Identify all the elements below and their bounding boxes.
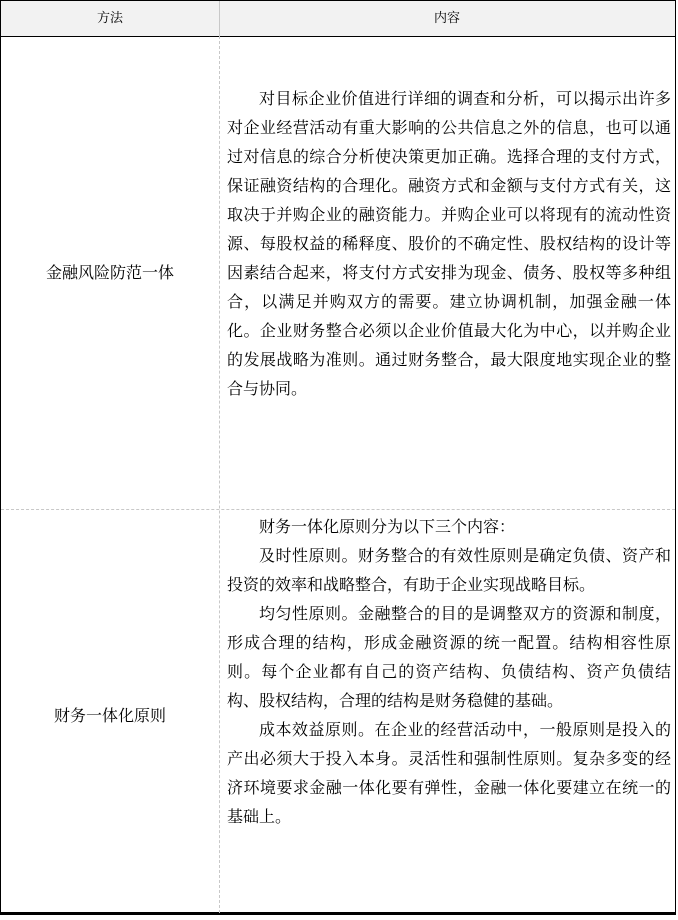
method-cell-risk-prevention: 金融风险防范一体 bbox=[45, 263, 174, 282]
content-cell-risk-prevention bbox=[227, 84, 671, 403]
content-paragraph: 对目标企业价值进行详细的调查和分析，可以揭示出许多对企业经营活动有重大影响的公共信息之外的信息，也可以通过对信息的综合分析使决策更加正确。选择合理的支付方式，保证融资结构的合理化。融资方式和金额与支付方式有关，这取决于并购企业的融资能力。并购企业可以将现有的流动性资源、每股权益的稀释度、股价的不确定性、股权结构的设计等因素结合起来，将支付方式安排为现金、债务、股权等多种组合，以满足并购双方的需要。建立协调机制，加强金融一体化。企业财务整合必须以企业价值最大化为中心，以并购企业的发展战略为准则。通过财务整合，最大限度地实现企业的整合与协同。 bbox=[227, 89, 671, 398]
method-cell-finance-integration: 财务一体化原则 bbox=[53, 706, 166, 725]
content-paragraph: 均匀性原则。金融整合的目的是调整双方的资源和制度，形成合理的结构，形成金融资源的统一配置。结构相容性原则。每个企业都有自己的资产结构、负债结构、资产负债结构、股权结构，合理的结构是财务稳健的基础。 bbox=[227, 604, 671, 710]
header-method: 方法 bbox=[96, 11, 123, 26]
content-cell-finance-integration bbox=[227, 512, 671, 831]
table-header-row bbox=[1, 1, 675, 37]
row-divider bbox=[1, 509, 675, 510]
content-paragraph: 成本效益原则。在企业的经营活动中，一般原则是投入的产出必须大于投入本身。灵活性和强制性原则。复杂多变的经济环境要求金融一体化要有弹性，金融一体化要建立在统一的基础上。 bbox=[227, 720, 671, 826]
content-paragraph: 及时性原则。财务整合的有效性原则是确定负债、资产和投资的效率和战略整合，有助于企业实现战略目标。 bbox=[227, 546, 671, 594]
content-paragraph: 财务一体化原则分为以下三个内容： bbox=[259, 517, 516, 536]
column-divider bbox=[219, 36, 220, 913]
header-content: 内容 bbox=[433, 11, 460, 26]
